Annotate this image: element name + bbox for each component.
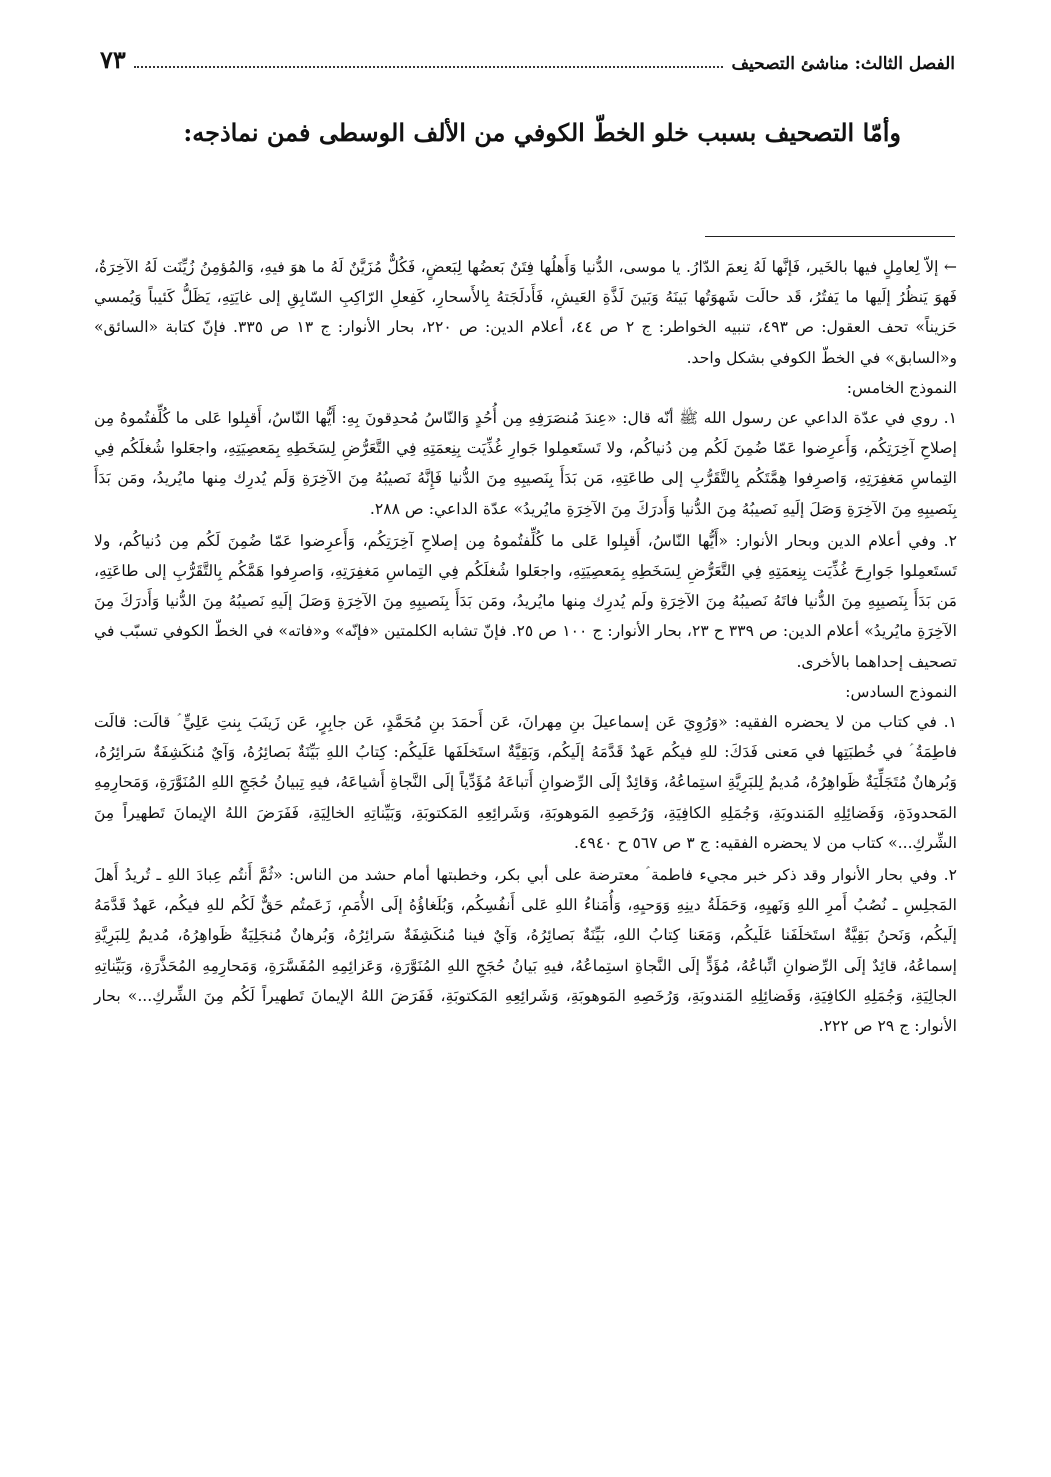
- section-heading: وأمّا التصحيف بسبب خلو الخطّ الكوفي من الألف الوسطى فمن نماذجه:: [183, 118, 901, 147]
- model-5-label: النموذج الخامس:: [846, 378, 957, 397]
- model-6-label: النموذج السادس:: [845, 682, 957, 701]
- running-header: [100, 40, 955, 74]
- model-6-item-1: ١. في كتاب من لا يحضره الفقيه: «وَرُوِيَ عَن إسماعيلَ بنِ مِهرانَ، عَن أَحمَدَ بنِ مُحَمَّدٍ، عَن جابِرٍ، عَن زَينَبَ بِنتِ عَلِيٍّ ؑ قالَت: قالَت فاطِمَةُ ؑ في خُطبَتِها في مَعنى فَدَكَ: للهِ فيكُم عَهدٌ قَدَّمَهُ إلَيكُم، وَبَقِيَّةٌ استَخلَفَها عَلَيكُم: كِتابُ اللهِ بَيِّنَةٌ بَصائِرُهُ، وَآيٌ مُنكَشِفَةٌ سَرائِرُهُ، وَبُرهانٌ مُتَجَلِّيَةٌ ظَواهِرُهُ، مُديمٌ لِلبَرِيَّةِ استِماعُهُ، وَقائِدٌ إلَى الرِّضوانِ أَتباعَهُ مُؤَدِّياً إلَى النَّجاةِ أَشياعَهُ، فيهِ تِبيانُ حُجَجِ اللهِ المُنَوَّرَةِ، وَمَحارِمِهِ المَحدودَةِ، وَفَضائِلِهِ المَندوبَةِ، وَجُمَلِهِ الكافِيَةِ، وَرُخَصِهِ المَوهوبَةِ، وَشَرائِعِهِ المَكتوبَةِ، وَبَيِّناتِهِ الخالِيَةِ، فَفَرَضَ اللهُ الإيمانَ تَطهيراً مِنَ الشِّركِ...» كتاب من لا يحضره الفقيه: ج ٣ ص ٥٦٧ ح ٤٩٤٠.: [94, 713, 958, 852]
- page-number: ٧٣: [100, 45, 126, 74]
- footnotes: [94, 252, 957, 1041]
- chapter-title: الفصل الثالث: مناشئ التصحيف: [731, 54, 955, 74]
- model-5-item-1: ١. روي في عدّة الداعي عن رسول الله ﷺ أنّه قال: «عِندَ مُنصَرَفِهِ مِن أُحُدٍ وَالنّاسُ مُحدِقونَ بِهِ: أَيُّها النّاسُ، أَقبِلوا عَلى ما كُلِّفتُموهُ مِن إصلاحِ آخِرَتِكُم، وَأَعرِضوا عَمّا ضُمِنَ لَكُم مِن دُنياكُم، ولا تَستَعمِلوا جَوارِ غُذِّيَت بِنِعمَتِهِ فِي التَّعَرُّضِ لِسَخَطِهِ بِمَعصِيَتِهِ، واجعَلوا شُغلَكُم فِي التِماسِ مَغفِرَتِهِ، وَاصرِفوا هِمَّتَكُم بِالتَّقَرُّبِ إلى طاعَتِهِ، مَن بَدَأَ بِنَصيبِهِ مِنَ الدُّنيا فَإِنَّهُ نَصيبُهُ مِنَ الآخِرَةِ وَلَم يُدرِك مِنها مايُريدُ، ومَن بَدَأَ بِنَصيبِهِ مِنَ الآخِرَةِ وَصَلَ إلَيهِ نَصيبُهُ مِنَ الدُّنيا وَأَدرَكَ مِنَ الآخِرَةِ مايُريدُ» عدّة الداعي: ص ٢٨٨.: [94, 409, 957, 518]
- model-5-item-2: ٢. وفي أعلام الدين وبحار الأنوار: «أَيُّها النّاسُ، أَقبِلوا عَلى ما كُلِّفتُموهُ مِن إصلاحِ آخِرَتِكُم، وَأَعرِضوا عَمّا ضُمِنَ لَكُم مِن دُنياكُم، ولا تَستَعمِلوا جَوارِحَ غُذِّيَت بِنِعمَتِهِ فِي التَّعَرُّضِ لِسَخَطِهِ بِمَعصِيَتِهِ، واجعَلوا شُغلَكُم فِي التِماسِ مَغفِرَتِهِ، وَاصرِفوا هَمَّكُم بِالتَّقَرُّبِ إلى طاعَتِهِ، مَن بَدَأَ بِنَصيبِهِ مِنَ الدُّنيا فاتَهُ نَصيبُهُ مِنَ الآخِرَةِ ولَم يُدرِك مِنها مايُريدُ، ومَن بَدَأَ بِنَصيبِهِ مِنَ الآخِرَةِ وَصَلَ إلَيهِ نَصيبُهُ مِنَ الدُّنيا وَأَدرَكَ مِنَ الآخِرَةِ مايُريدُ» أعلام الدين: ص ٣٣٩ ح ٢٣، بحار الأنوار: ج ١٠٠ ص ٢٥. فإنّ تشابه الكلمتين «فإنّه» و«فاته» في الخطّ الكوفي تسبّب في تصحيف إحداهما بالأخرى.: [94, 531, 957, 671]
- footnote-continuation: ← إلاّ لِعامِلٍ فيها بالخَير، فَإنَّها لَهُ نِعمَ الدّارُ. يا موسى، الدُّنيا وَأَهلُها فِتَنٌ بَعضُها لِبَعضٍ، فَكُلٌّ مُزَيَّنٌ لَهُ ما هوَ فيهِ، وَالمُؤمِنُ زُيِّنَت لَهُ الآخِرَةُ، فَهوَ يَنظُرُ إلَيها ما يَفتُرُ، قَد حالَت شَهوَتُها بَينَهُ وَبَينَ لَذَّةِ العَيشِ، فَأَدلَجَتهُ بِالأَسحارِ، كَفِعلِ الرّاكِبِ السّابِقِ إلى غايَتِهِ، يَظَلُّ كَئيباً وَيُمسي حَزيناً» تحف العقول: ص ٤٩٣، تنبيه الخواطر: ج ٢ ص ٤٤، أعلام الدين: ص ٢٢٠، بحار الأنوار: ج ١٣ ص ٣٣٥. فإنّ كتابة «السائق» و«السابق» في الخطّ الكوفي بشكل واحد.: [94, 258, 957, 367]
- footnote-separator: [705, 236, 955, 237]
- model-6-item-2: ٢. وفي بحار الأنوار وقد ذكر خبر مجيء فاطمة ؑ معترضة على أبي بكر، وخطبتها أمام حشد من الناس: «ثُمَّ أَنتُم عِبادَ اللهِ ـ تُريدُ أَهلَ المَجلِسِ ـ نُصُبُ أَمرِ اللهِ وَنَهيِهِ، وَحَمَلَةُ دينِهِ وَوَحيِهِ، وَأُمَناءُ اللهِ عَلى أَنفُسِكُم، وَبُلَغاؤُهُ إلَى الأُمَمِ، زَعَمتُم حَقٌّ لَكُم للهِ فيكُم، عَهدٌ قَدَّمَهُ إلَيكُم، وَنَحنُ بَقِيَّةٌ استَخلَفَنا عَلَيكُم، وَمَعَنا كِتابُ اللهِ، بَيِّنَةٌ بَصائِرُهُ، وَآيٌ فينا مُنكَشِفَةٌ سَرائِرُهُ، وَبُرهانٌ مُنجَلِيَةٌ ظَواهِرُهُ، مُديمٌ لِلبَرِيَّةِ إسماعُهُ، قائِدٌ إلَى الرِّضوانِ اتِّباعُهُ، مُؤَدٍّ إلَى النَّجاةِ استِماعُهُ، فيهِ بَيانُ حُجَجِ اللهِ المُنَوَّرَةِ، وَعَزائِمِهِ المُفَسَّرَةِ، وَمَحارِمِهِ المُحَذَّرَةِ، وَبَيِّناتِهِ الجالِيَةِ، وَجُمَلِهِ الكافِيَةِ، وَفَضائِلِهِ المَندوبَةِ، وَرُخَصِهِ المَوهوبَةِ، وَشَرائِعِهِ المَكتوبَةِ، فَفَرَضَ اللهُ الإيمانَ تَطهيراً لَكُم مِنَ الشِّركِ...» بحار الأنوار: ج ٢٩ ص ٢٢٢.: [94, 866, 957, 1036]
- leader-dots: [134, 65, 724, 68]
